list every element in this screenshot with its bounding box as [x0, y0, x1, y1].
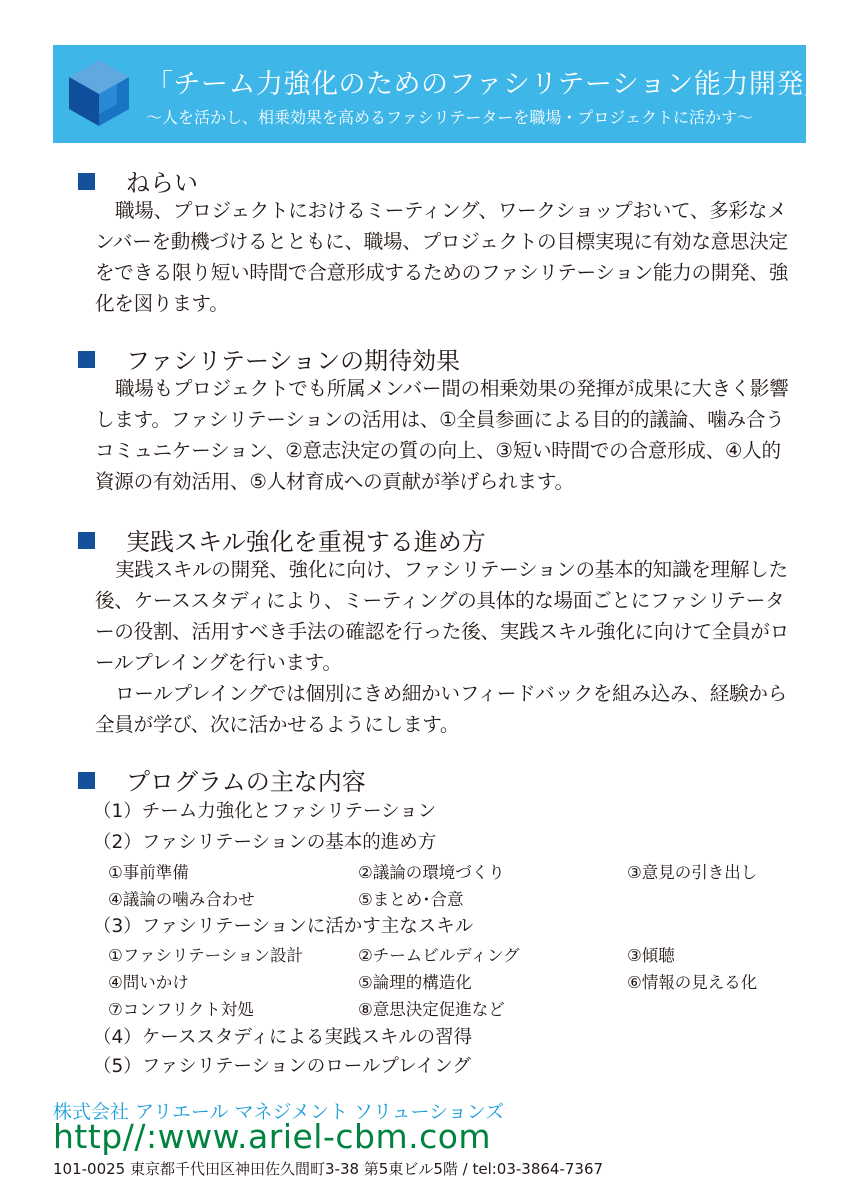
program-step: ⑤まとめ･合意: [358, 890, 464, 909]
program-item: （5）ファシリテーションのロールプレイング: [93, 1056, 471, 1077]
program-step: ②議論の環境づくり: [358, 863, 505, 882]
company-name: 株式会社 アリエール マネジメント ソリューションズ: [53, 1101, 505, 1123]
program-skill: ③傾聴: [627, 946, 675, 965]
section-heading-text: ファシリテーションの期待効果: [126, 347, 461, 375]
program-item: （2）ファシリテーションの基本的進め方: [93, 832, 437, 853]
company-url-link[interactable]: http//:www.ariel-cbm.com: [53, 1117, 492, 1156]
section-heading-expected-effects: [78, 341, 460, 376]
program-step: ④議論の噛み合わせ: [108, 890, 255, 909]
company-address: 101-0025 東京都千代田区神田佐久間町3-38 第5東ビル5階 / tel:03-3864-7367: [53, 1160, 604, 1178]
section-paragraph: 職場もプロジェクトでも所属メンバー間の相乗効果の発揮が成果に大きく影響します。ファシリテーションの活用は、①全員参画による目的的議論、噛み合うコミュニケーション、②意志決定の質の向上、③短い時間での合意形成、④人的資源の有効活用、⑤人材育成への貢献が挙げられます。: [95, 377, 789, 493]
program-skill: ⑦コンフリクト対処: [108, 1000, 254, 1019]
square-bullet-icon: [78, 772, 95, 789]
square-bullet-icon: [78, 173, 95, 190]
company-logo-icon: [67, 58, 131, 128]
program-step: ①事前準備: [108, 863, 189, 882]
program-skill: ⑧意思決定促進など: [358, 1000, 505, 1019]
section-heading-text: 実践スキル強化を重視する進め方: [126, 528, 486, 556]
program-item: （3）ファシリテーションに活かす主なスキル: [93, 916, 474, 937]
program-skill: ①ファシリテーション設計: [108, 946, 303, 965]
program-skill: ④問いかけ: [108, 973, 189, 992]
program-skill: ⑤論理的構造化: [358, 973, 472, 992]
program-skill: ②チームビルディング: [358, 946, 520, 965]
section-heading-aim: [78, 163, 198, 198]
section-heading-approach: [78, 522, 486, 557]
square-bullet-icon: [78, 351, 95, 368]
page-subtitle: 〜人を活かし、相乗効果を高めるファシリテーターを職場・プロジェクトに活かす〜: [146, 108, 754, 127]
section-paragraph: 実践スキルの開発、強化に向け、ファシリテーションの基本的知識を理解した後、ケーススタディにより、ミーティングの具体的な場面ごとにファシリテーターの役割、活用すべき手法の確認を行った後、実践スキル強化に向けて全員がロールプレイングを行います。: [95, 558, 789, 674]
section-heading-text: ねらい: [126, 169, 198, 197]
square-bullet-icon: [78, 532, 95, 549]
page-title: 「チーム力強化のためのファシリテーション能力開発」: [146, 69, 832, 100]
program-step: ③意見の引き出し: [627, 863, 758, 882]
title-banner: [53, 45, 832, 143]
program-item: （4）ケーススタディによる実践スキルの習得: [93, 1027, 473, 1048]
section-heading-text: プログラムの主な内容: [126, 768, 366, 796]
program-skill: ⑥情報の見える化: [627, 973, 758, 992]
section-heading-program: [78, 762, 366, 797]
program-item: （1）チーム力強化とファシリテーション: [93, 801, 437, 822]
section-paragraph: 職場、プロジェクトにおけるミーティング、ワークショップおいて、多彩なメンバーを動機づけるとともに、職場、プロジェクトの目標実現に有効な意思決定をできる限り短い時間で合意形成するためのファシリテーション能力の開発、強化を図ります。: [95, 199, 789, 315]
section-paragraph: ロールプレイングでは個別にきめ細かいフィードバックを組み込み、経験から全員が学び、次に活かせるようにします。: [95, 682, 787, 736]
